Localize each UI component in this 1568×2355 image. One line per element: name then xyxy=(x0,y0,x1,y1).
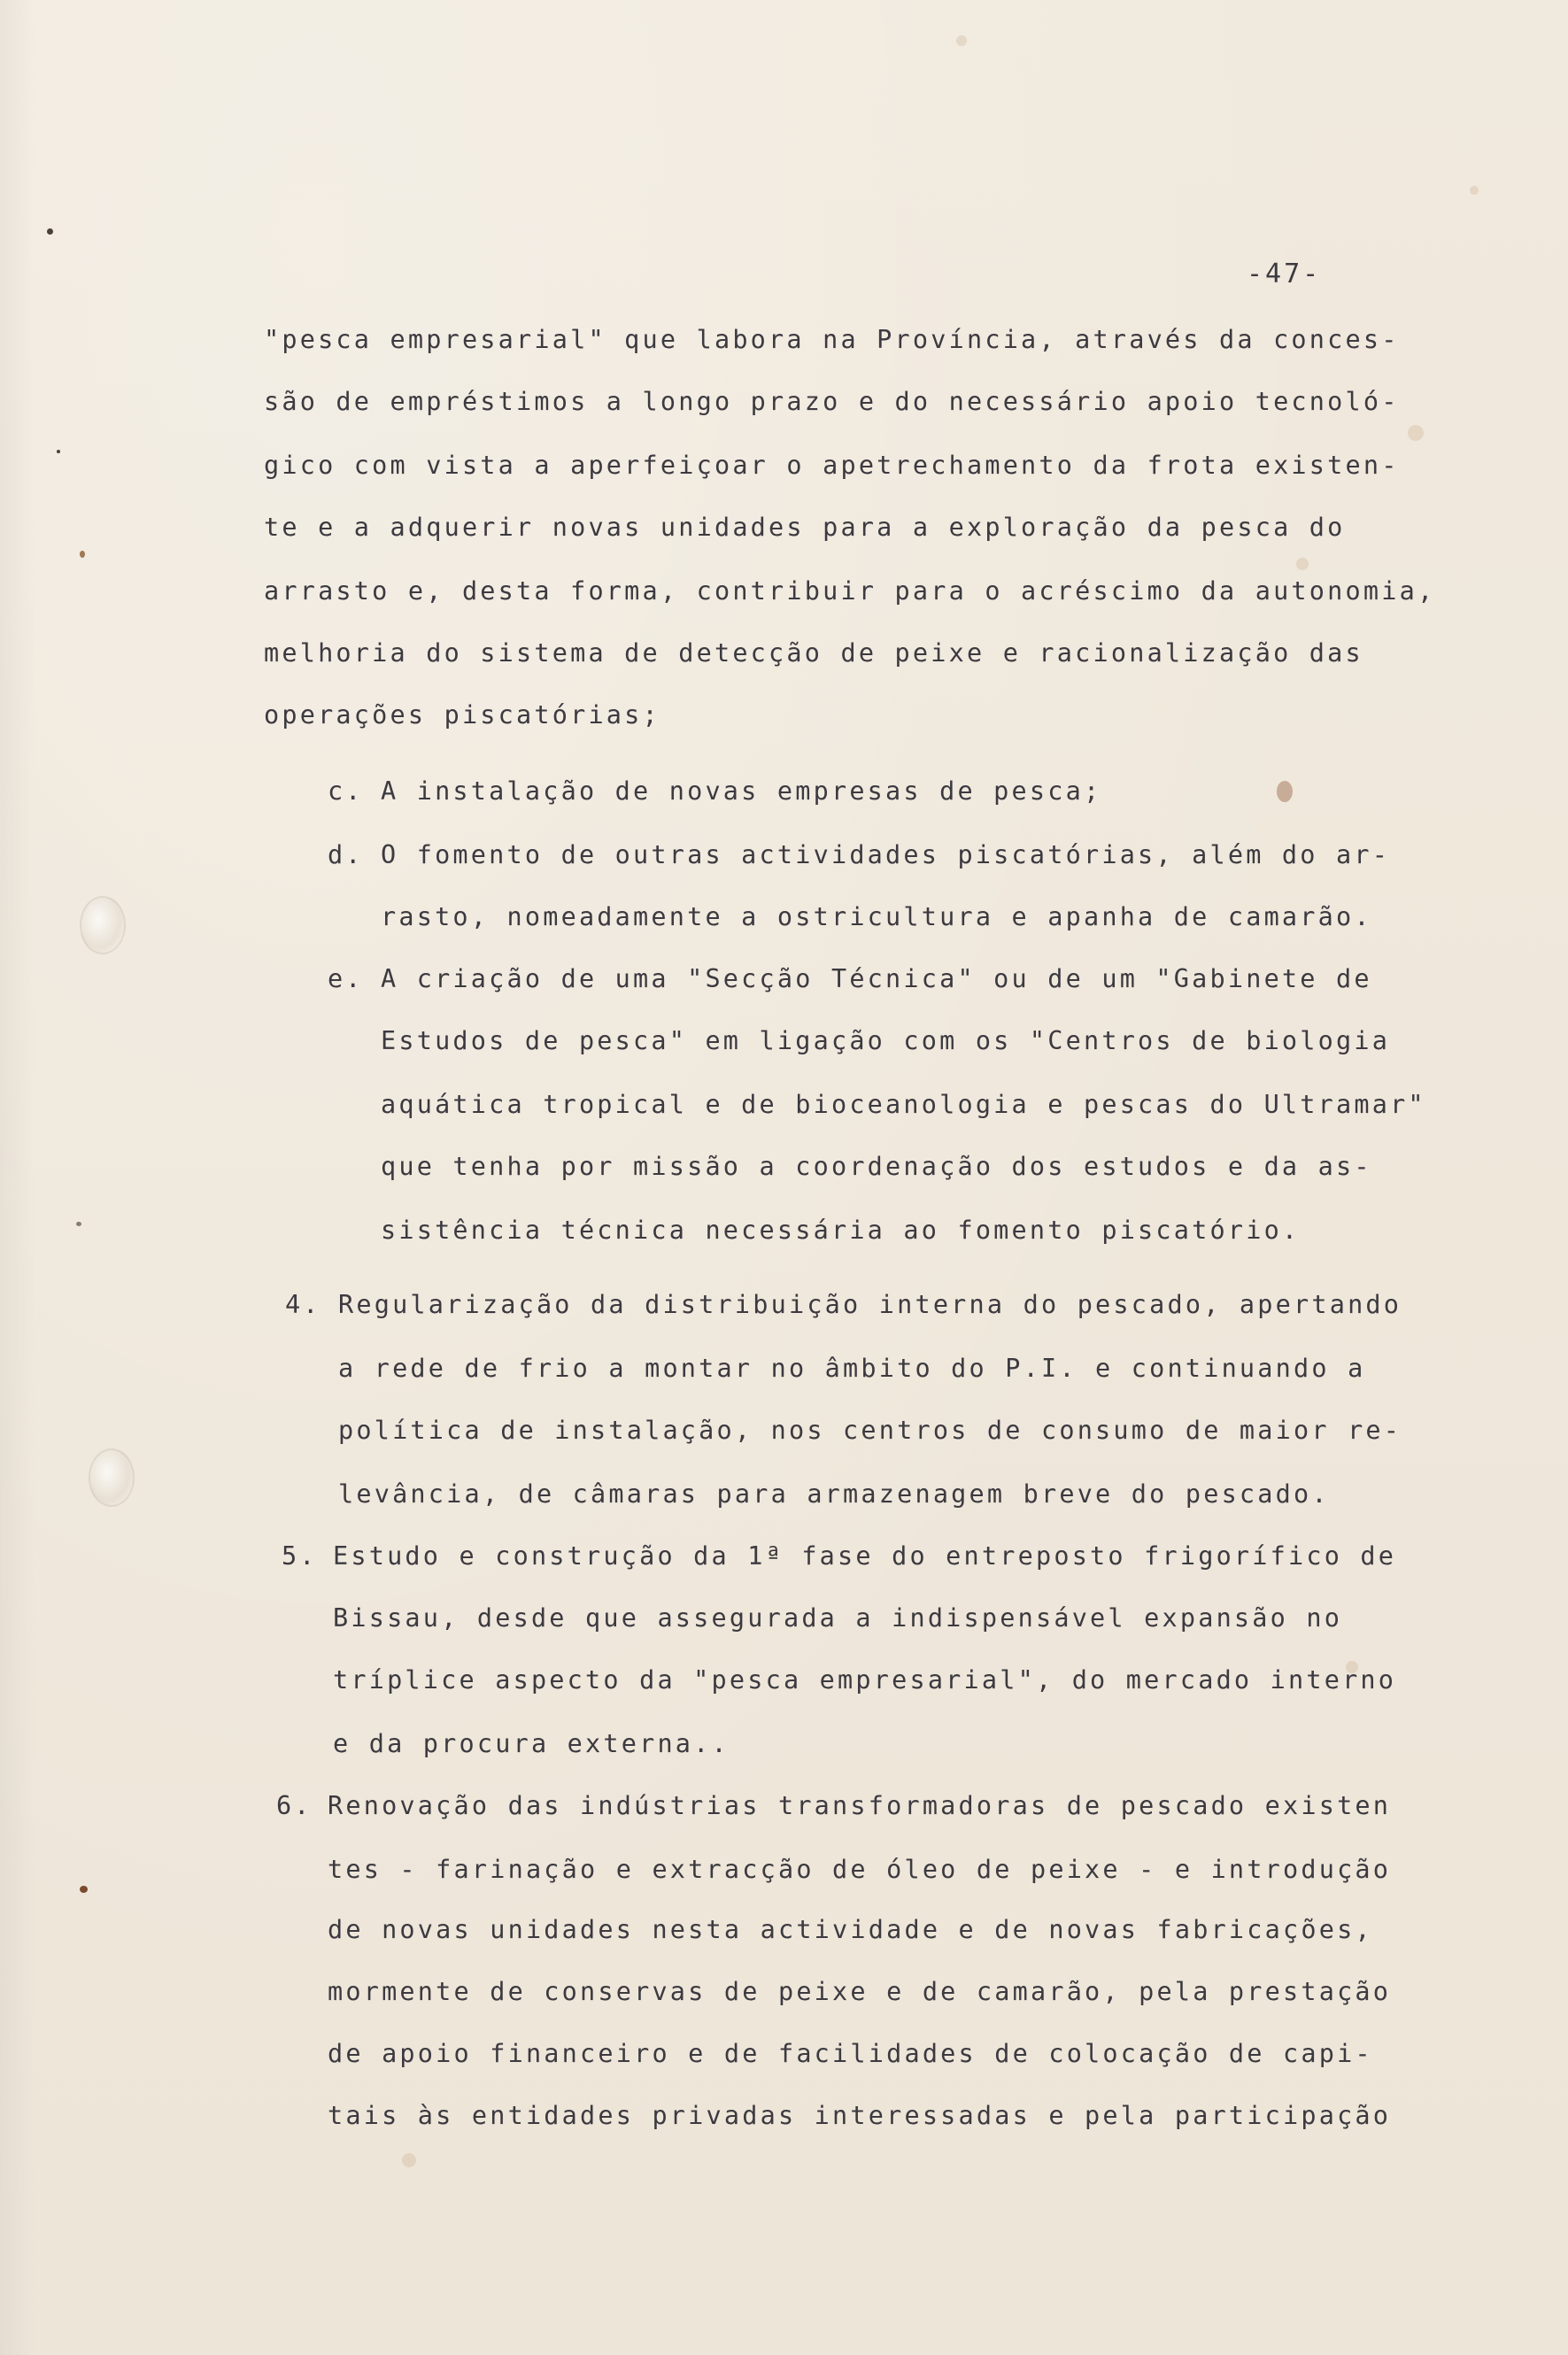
text-line: de novas unidades nesta actividade e de novas fabricações, xyxy=(328,1915,1373,1944)
text-line: gico com vista a aperfeiçoar o apetrechamento da frota existen- xyxy=(264,451,1400,480)
text-line: levância, de câmaras para armazenagem breve do pescado. xyxy=(338,1479,1330,1509)
list-marker: 6. xyxy=(276,1791,313,1820)
text-line: aquática tropical e de bioceanologia e pescas do Ultramar" xyxy=(381,1090,1426,1119)
text-line: te e a adquerir novas unidades para a exploração da pesca do xyxy=(264,513,1346,542)
text-line: Estudos de pesca" em ligação com os "Centros de biologia xyxy=(381,1026,1391,1055)
paper-speck xyxy=(57,450,60,453)
text-line: Renovação das indústrias transformadoras de pescado existen xyxy=(328,1791,1392,1820)
paper-stain xyxy=(1277,781,1293,802)
paper-stain xyxy=(1470,186,1479,195)
paper-stain xyxy=(1296,558,1309,570)
paper-stain xyxy=(402,2153,416,2167)
text-line: operações piscatórias; xyxy=(264,700,660,730)
paper-speck xyxy=(76,1222,81,1226)
list-marker: d. xyxy=(328,840,364,869)
text-line: A instalação de novas empresas de pesca; xyxy=(381,776,1102,806)
paper-speck xyxy=(47,228,53,235)
text-line: tais às entidades privadas interessadas e pela participação xyxy=(328,2101,1392,2130)
text-line: tríplice aspecto da "pesca empresarial", do mercado interno xyxy=(333,1665,1397,1695)
punch-hole-top xyxy=(80,896,126,954)
list-marker: e. xyxy=(328,964,364,993)
text-line: O fomento de outras actividades piscatórias, além do ar- xyxy=(381,840,1391,869)
text-line: Estudo e construção da 1ª fase do entreposto frigorífico de xyxy=(333,1541,1397,1571)
text-line: mormente de conservas de peixe e de camarão, pela prestação xyxy=(328,1977,1392,2006)
page-edge-shadow xyxy=(0,0,35,2355)
text-line: tes - farinação e extracção de óleo de peixe - e introdução xyxy=(328,1855,1392,1884)
text-line: política de instalação, nos centros de consumo de maior re- xyxy=(338,1416,1402,1445)
text-line: de apoio financeiro e de facilidades de colocação de capi- xyxy=(328,2039,1373,2068)
list-marker: c. xyxy=(328,776,364,806)
page-number: -47- xyxy=(1247,259,1322,290)
text-line: a rede de frio a montar no âmbito do P.I. e continuando a xyxy=(338,1354,1366,1383)
punch-hole-bottom xyxy=(89,1448,135,1507)
paper-speck xyxy=(80,1886,88,1893)
text-line: e da procura externa.. xyxy=(333,1729,730,1758)
text-line: rasto, nomeadamente a ostricultura e apanha de camarão. xyxy=(381,902,1372,931)
text-line: A criação de uma "Secção Técnica" ou de um "Gabinete de xyxy=(381,964,1372,993)
paper-speck xyxy=(80,551,85,558)
paper-stain xyxy=(956,35,967,46)
text-line: Regularização da distribuição interna do pescado, apertando xyxy=(338,1290,1402,1319)
text-line: são de empréstimos a longo prazo e do necessário apoio tecnoló- xyxy=(264,387,1400,416)
text-line: melhoria do sistema de detecção de peixe e racionalização das xyxy=(264,638,1363,668)
list-marker: 5. xyxy=(282,1541,318,1571)
list-marker: 4. xyxy=(285,1290,321,1319)
paper-stain xyxy=(1408,425,1424,441)
text-line: sistência técnica necessária ao fomento piscatório. xyxy=(381,1216,1301,1245)
text-line: "pesca empresarial" que labora na Província, através da conces- xyxy=(264,325,1400,354)
text-line: que tenha por missão a coordenação dos estudos e da as- xyxy=(381,1152,1372,1181)
text-line: Bissau, desde que assegurada a indispensável expansão no xyxy=(333,1603,1343,1633)
text-line: arrasto e, desta forma, contribuir para o acréscimo da autonomia, xyxy=(264,576,1436,606)
